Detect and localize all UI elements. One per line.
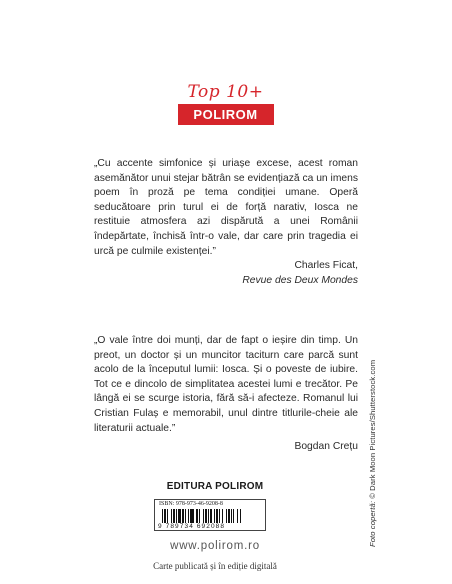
quote-author: Charles Ficat,	[294, 260, 358, 272]
publisher-badge: POLIROM	[178, 104, 274, 125]
website-link[interactable]: www.polirom.ro	[170, 540, 260, 552]
isbn-text: ISBN: 978-973-46-9208-8	[159, 501, 223, 507]
photo-credit	[368, 360, 377, 547]
quote-text: „O vale între doi munți, dar de fapt o ieșire din timp. Un preot, un doctor și un muncitor taciturn care parcă sunt acolo de la începutul lumii: Iosca. Și o poveste de iubire. Tot ce e dincolo de simplitatea acestei lumi e trecător. Pe lângă ei se scurge istoria, fără să-i afecteze. Romanul lui Cristian Fulaș e memorabil, unul dintre titlurile-cheie ale literaturii actuale.”	[94, 335, 358, 434]
isbn-barcode-box	[154, 499, 266, 531]
quote-text: „Cu accente simfonice și uriașe excese, acest roman asemănător unui stejar bătrân se evidențiază ca un imens poem în proză pe tema condiției umane. Operă seducătoare prin turul ei de forță narativ, Iosca ne restituie atmosfera azi dispărută a unei Românii îndepărtate, închisă într-o vale, dar care prin tragedia ei urcă pe culmile existenței.”	[94, 158, 358, 257]
publisher-name: EDITURA POLIROM	[166, 481, 264, 492]
quote-source: Revue des Deux Mondes	[242, 274, 358, 286]
series-name: Top 10+	[187, 82, 264, 102]
review-quote-1	[94, 157, 358, 288]
barcode-digits: 9 789734 692088	[158, 523, 226, 530]
photo-credit-text: © Dark Moon Pictures/Shutterstock.com	[368, 359, 377, 499]
digital-edition-note: Carte publicată și în ediție digitală	[153, 561, 277, 571]
review-quote-2	[94, 334, 358, 455]
barcode	[162, 509, 260, 523]
quote-author: Bogdan Crețu	[294, 441, 358, 453]
series-logo	[169, 83, 282, 125]
photo-credit-label: Foto copertă:	[368, 500, 377, 547]
